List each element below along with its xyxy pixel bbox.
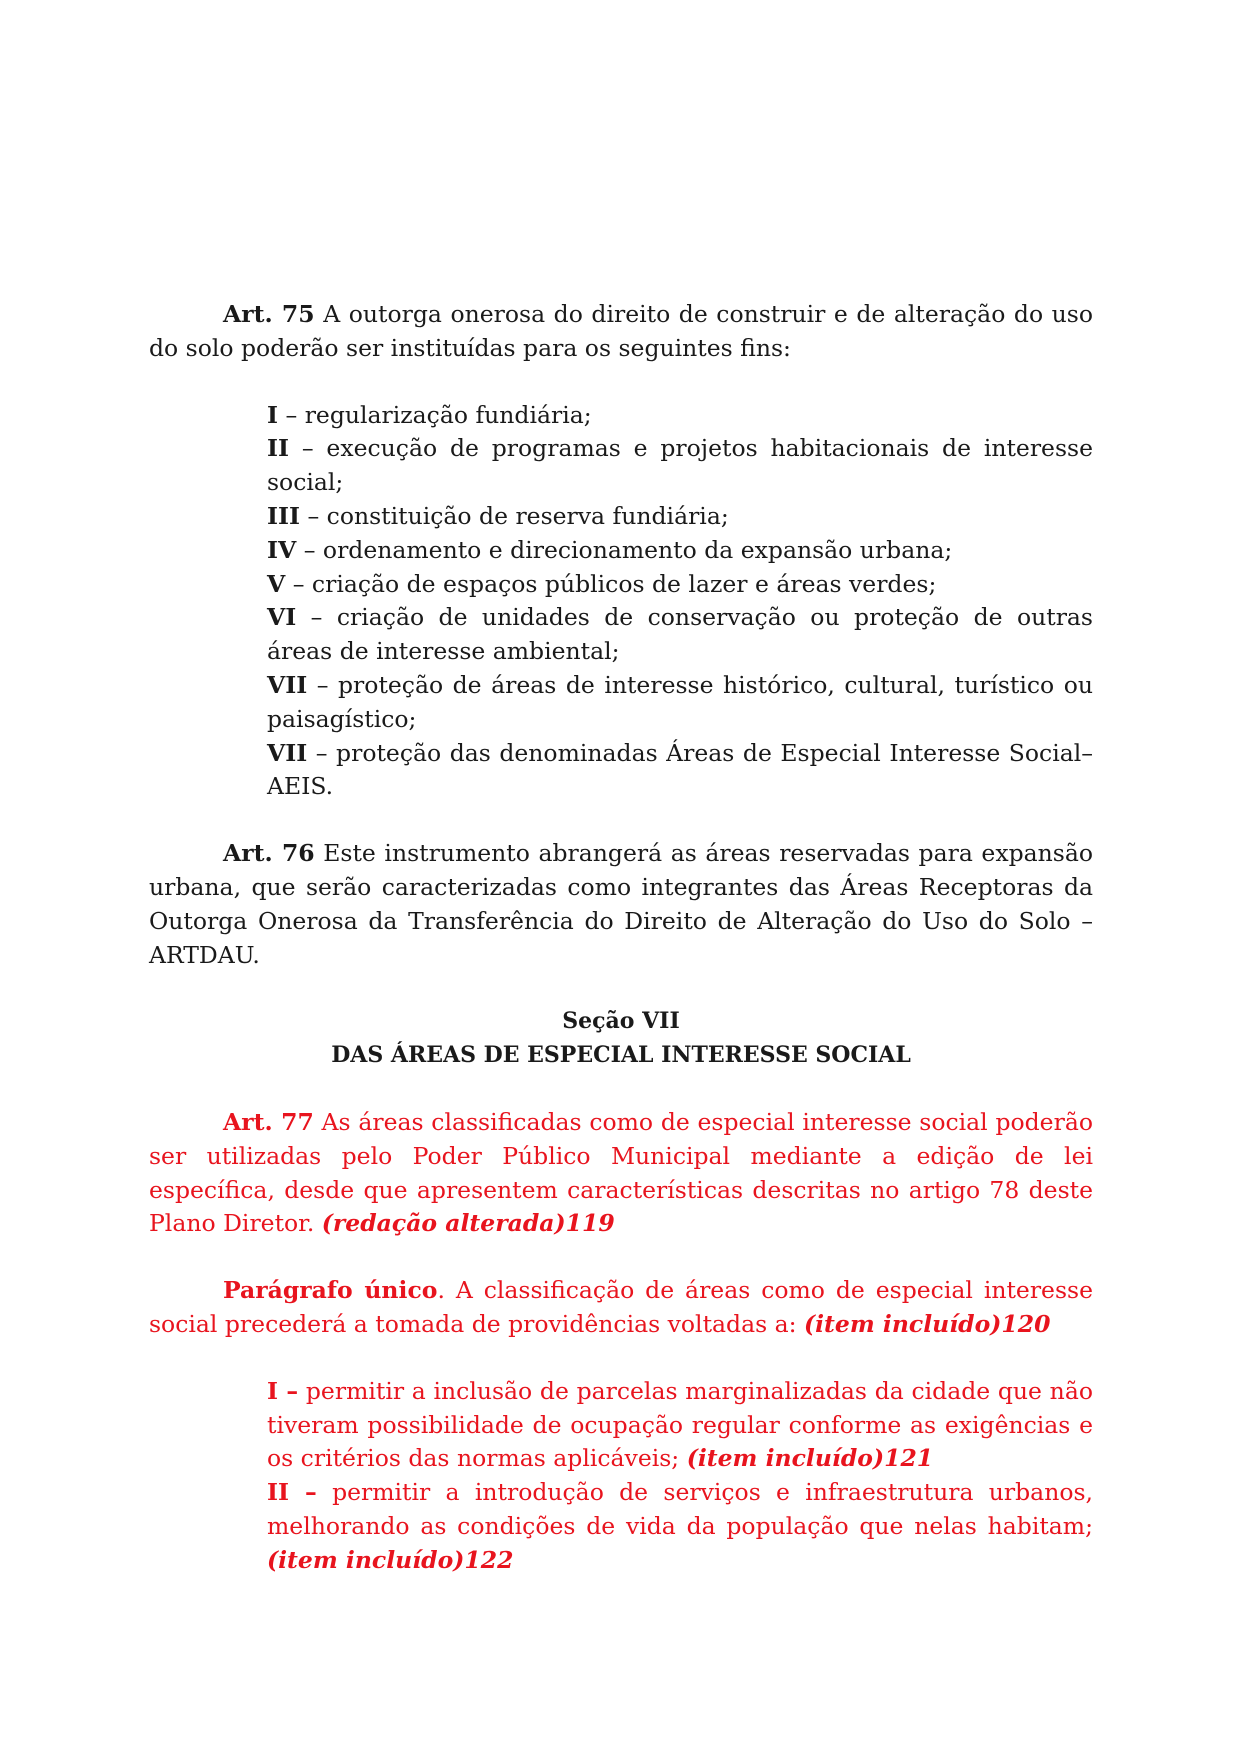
paragrafo-items [267,1375,1093,1578]
article-75-items [267,399,1093,805]
article-75-text: A outorga onerosa do direito de construir e de alteração do uso do solo poderão ser instituídas para os seguintes fins: [149,300,1094,362]
section-title: Seção VII [562,1008,680,1035]
paragrafo-label: Parágrafo único [223,1276,438,1305]
item-text: permitir a inclusão de parcelas marginalizadas da cidade que não tiveram possibilidade de ocupação regular conforme as exigências e os critérios das normas aplicáveis; [267,1376,1093,1473]
article-76-text: Este instrumento abrangerá as áreas reservadas para expansão urbana, que serão caracterizadas como integrantes das Áreas Receptoras da Outorga Onerosa da Transferência do Direito de Alteração do Uso do Solo – ARTDAU. [149,839,1093,969]
item-number: I – [267,1376,299,1405]
item-number: VII [267,670,308,699]
article-75 [149,298,1093,366]
article-77-label: Art. 77 [223,1107,314,1136]
item-text: permitir a introdução de serviços e infraestrutura urbanos, melhorando as condições de vida da população que nelas habitam; [267,1478,1094,1540]
item-number: VI [267,603,297,632]
article-75-label: Art. 75 [223,300,315,328]
list-item [267,1476,1093,1577]
item-number: I [267,400,278,429]
item-text: – ordenamento e direcionamento da expansão urbana; [296,535,953,564]
list-item [267,601,1093,669]
list-item [267,500,1093,534]
amendment-note: (item incluído)120 [804,1309,1051,1338]
document-page [149,298,1093,1578]
amendment-note: (redação alterada)119 [321,1209,615,1238]
list-item [267,737,1093,805]
item-text: – proteção das denominadas Áreas de Especial Interesse Social– AEIS. [267,738,1093,801]
article-77-text: As áreas classificadas como de especial interesse social poderão ser utilizadas pelo Poder Público Municipal mediante a edição de lei específica, desde que apresentem características descritas no artigo 78 deste Plano Diretor. [149,1107,1093,1238]
item-text: – regularização fundiária; [278,400,592,429]
item-text: – execução de programas e projetos habitacionais de interesse social; [267,434,1093,497]
article-77 [149,1106,1093,1241]
amendment-note: (item incluído)122 [267,1545,514,1574]
paragrafo-text: . A classificação de áreas como de especial interesse social precederá a tomada de providências voltadas a: [149,1276,1093,1338]
amendment-note: (item incluído)121 [686,1444,934,1473]
item-text: – criação de espaços públicos de lazer e áreas verdes; [285,569,937,598]
paragrafo-unico [149,1274,1093,1342]
item-number: II [267,434,289,463]
item-number: II – [267,1478,317,1507]
article-76 [149,837,1093,972]
item-number: IV [267,535,297,564]
item-number: V [267,569,286,598]
item-number: III [267,501,300,530]
item-text: – proteção de áreas de interesse histórico, cultural, turístico ou paisagístico; [267,670,1093,733]
section-subtitle: DAS ÁREAS DE ESPECIAL INTERESSE SOCIAL [331,1042,911,1069]
list-item [267,399,1093,433]
list-item [267,432,1093,500]
item-text: – criação de unidades de conservação ou proteção de outras áreas de interesse ambiental; [267,603,1093,666]
list-item [267,669,1093,737]
item-text: – constituição de reserva fundiária; [299,501,729,530]
list-item [267,534,1093,568]
item-number: VII [267,738,308,767]
list-item [267,568,1093,602]
article-76-label: Art. 76 [223,839,315,868]
list-item [267,1375,1093,1476]
